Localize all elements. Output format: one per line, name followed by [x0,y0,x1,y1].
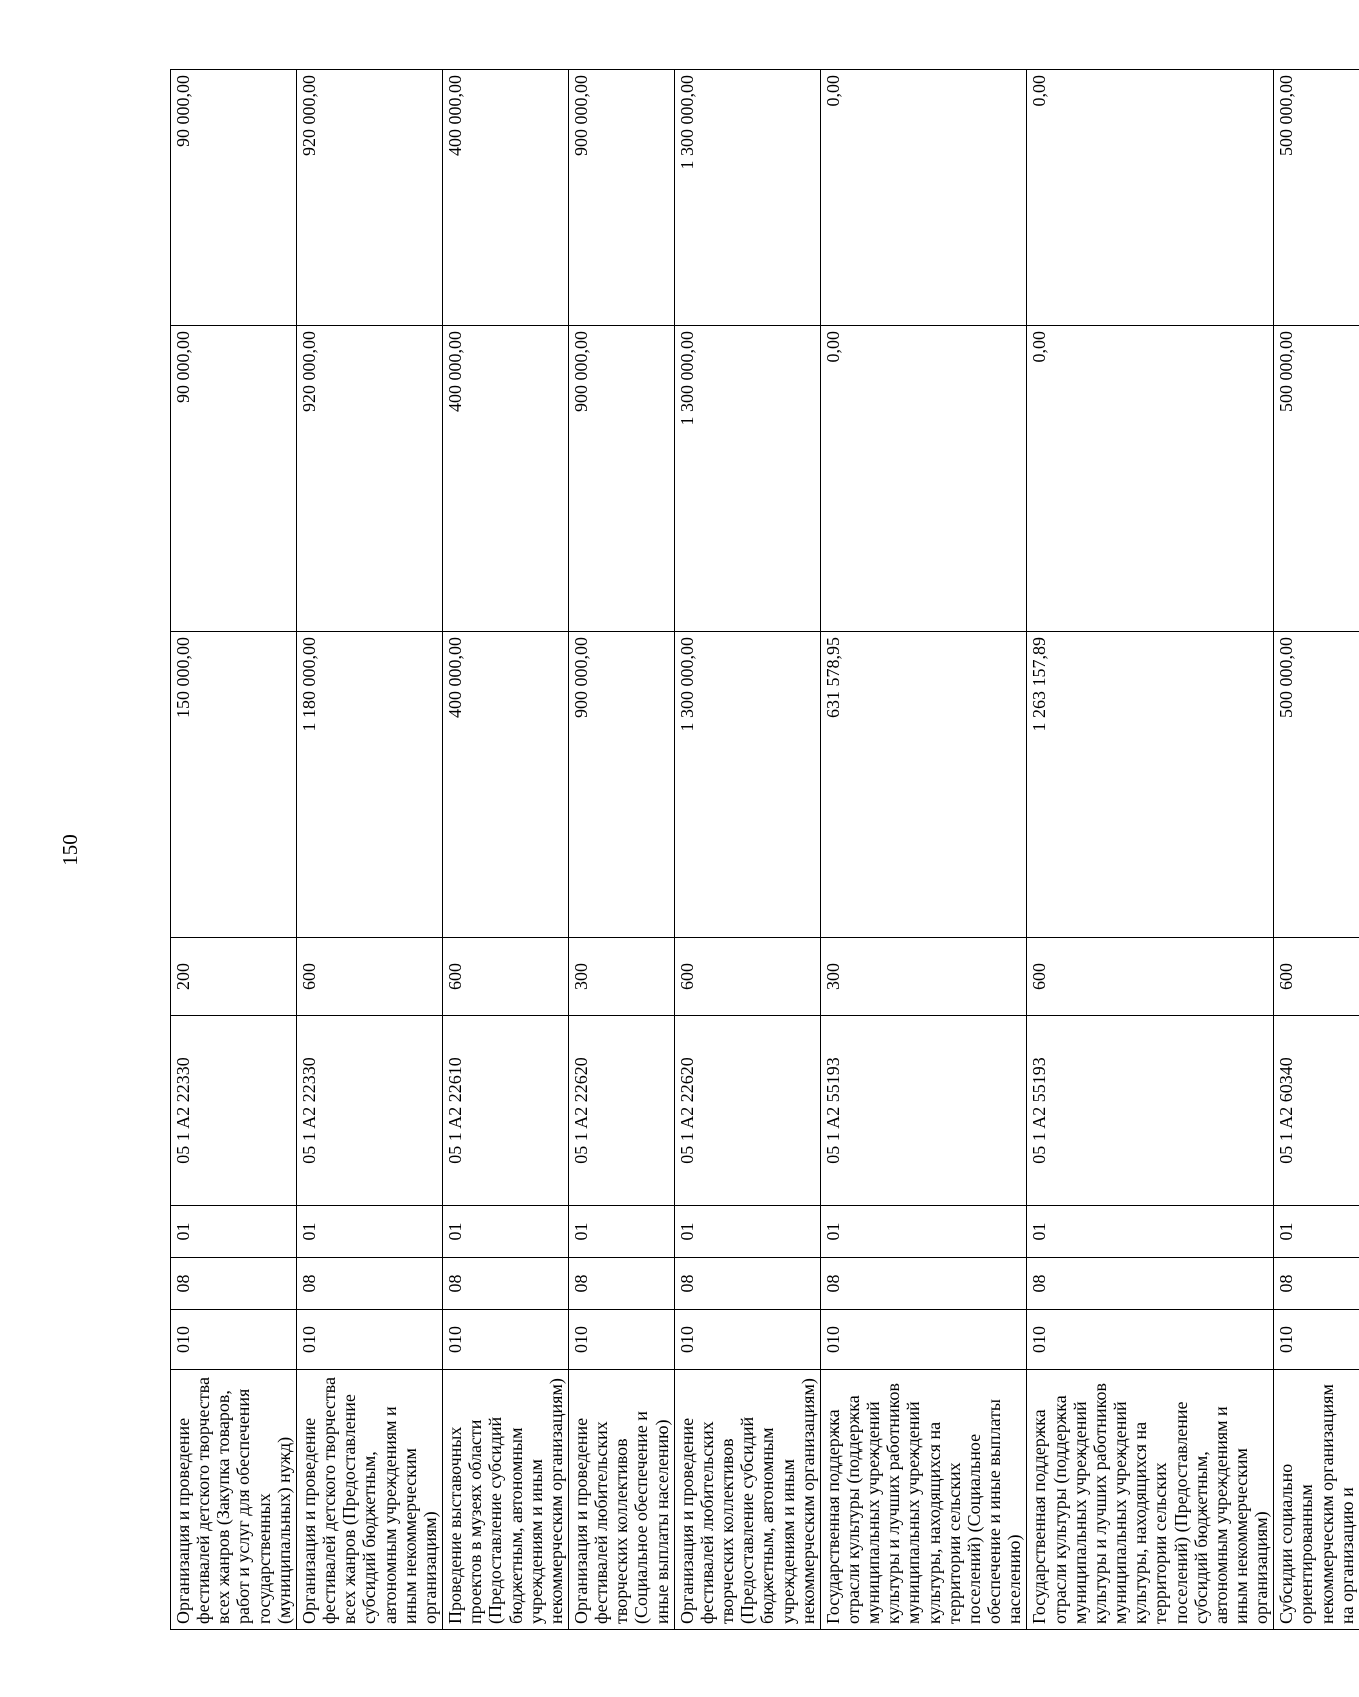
row-name: Проведение выставочных проектов в музеях области (Предоставление субсидий бюджетным, автономным учреждениям и иным некоммерческим организациям) [443,1370,569,1630]
row-name: Организация и проведение фестивалей детского творчества всех жанров (Закупка товаров, работ и услуг для обеспечения государственных (муниципальных) нужд) [171,1370,297,1630]
row-grbs: 010 [1027,1310,1274,1370]
row-sum1: 631 578,95 [820,632,1027,938]
row-vr: 600 [674,938,820,1016]
table-row [568,70,674,1630]
table-row [674,70,820,1630]
row-rz: 08 [443,1258,569,1310]
table-row [1274,70,1359,1630]
row-sum3: 90 000,00 [171,70,297,326]
row-rz: 08 [296,1258,442,1310]
row-vr: 600 [296,938,442,1016]
row-sum3: 1 300 000,00 [674,70,820,326]
table-row [296,70,442,1630]
rotated-page [58,70,1357,1630]
page-number: 150 [58,834,82,866]
row-rz: 08 [1027,1258,1274,1310]
row-name: Государственная поддержка отрасли культуры (поддержка муниципальных учреждений культуры и лучших работников муниципальных учреждений культуры, находящихся на территории сельских поселений) (Социальное обеспечение и иные выплаты населению) [820,1370,1027,1630]
row-grbs: 010 [568,1310,674,1370]
table-row [820,70,1027,1630]
row-name: Субсидии социально ориентированным некоммерческим организациям на организацию и [1274,1370,1359,1630]
row-grbs: 010 [443,1310,569,1370]
row-csr: 05 1 A2 22610 [443,1016,569,1206]
row-sum2: 90 000,00 [171,326,297,632]
row-grbs: 010 [171,1310,297,1370]
row-pr: 01 [1274,1206,1359,1258]
row-sum1: 1 263 157,89 [1027,632,1274,938]
row-sum2: 0,00 [1027,326,1274,632]
row-csr: 05 1 A2 22330 [296,1016,442,1206]
row-sum3: 920 000,00 [296,70,442,326]
row-sum2: 400 000,00 [443,326,569,632]
table-row [1027,70,1274,1630]
row-vr: 600 [443,938,569,1016]
row-pr: 01 [443,1206,569,1258]
row-rz: 08 [171,1258,297,1310]
row-rz: 08 [674,1258,820,1310]
row-csr: 05 1 A2 22620 [674,1016,820,1206]
row-vr: 600 [1027,938,1274,1016]
row-csr: 05 1 A2 22620 [568,1016,674,1206]
row-pr: 01 [1027,1206,1274,1258]
row-sum3: 0,00 [1027,70,1274,326]
table-row [443,70,569,1630]
row-sum3: 400 000,00 [443,70,569,326]
row-vr: 300 [820,938,1027,1016]
row-name: Организация и проведение фестивалей любительских творческих коллективов (Социальное обеспечение и иные выплаты населению) [568,1370,674,1630]
row-name: Государственная поддержка отрасли культуры (поддержка муниципальных учреждений культуры и лучших работников муниципальных учреждений культуры, находящихся на территории сельских поселений) (Предоставление субсидий бюджетным, автономным учреждениям и иным некоммерческим организациям) [1027,1370,1274,1630]
row-pr: 01 [674,1206,820,1258]
row-sum1: 900 000,00 [568,632,674,938]
row-sum1: 1 180 000,00 [296,632,442,938]
row-grbs: 010 [296,1310,442,1370]
row-sum3: 500 000,00 [1274,70,1359,326]
row-sum3: 0,00 [820,70,1027,326]
row-sum1: 500 000,00 [1274,632,1359,938]
row-csr: 05 1 A2 55193 [820,1016,1027,1206]
row-csr: 05 1 A2 55193 [1027,1016,1274,1206]
row-sum3: 900 000,00 [568,70,674,326]
row-rz: 08 [568,1258,674,1310]
row-csr: 05 1 A2 22330 [171,1016,297,1206]
row-name: Организация и проведение фестивалей любительских творческих коллективов (Предоставление субсидий бюджетным, автономным учреждениям и иным некоммерческим организациям) [674,1370,820,1630]
row-vr: 300 [568,938,674,1016]
row-pr: 01 [296,1206,442,1258]
row-sum2: 0,00 [820,326,1027,632]
row-name: Организация и проведение фестивалей детского творчества всех жанров (Предоставление субсидий бюджетным, автономным учреждениям и иным некоммерческим организациям) [296,1370,442,1630]
row-rz: 08 [1274,1258,1359,1310]
table-row [171,70,297,1630]
row-vr: 200 [171,938,297,1016]
row-grbs: 010 [820,1310,1027,1370]
budget-table [170,69,1359,1630]
row-csr: 05 1 A2 60340 [1274,1016,1359,1206]
row-sum2: 900 000,00 [568,326,674,632]
row-grbs: 010 [1274,1310,1359,1370]
row-pr: 01 [820,1206,1027,1258]
row-sum1: 400 000,00 [443,632,569,938]
row-sum2: 1 300 000,00 [674,326,820,632]
row-sum1: 150 000,00 [171,632,297,938]
row-sum1: 1 300 000,00 [674,632,820,938]
row-pr: 01 [568,1206,674,1258]
row-grbs: 010 [674,1310,820,1370]
row-rz: 08 [820,1258,1027,1310]
row-pr: 01 [171,1206,297,1258]
row-sum2: 920 000,00 [296,326,442,632]
row-vr: 600 [1274,938,1359,1016]
row-sum2: 500 000,00 [1274,326,1359,632]
